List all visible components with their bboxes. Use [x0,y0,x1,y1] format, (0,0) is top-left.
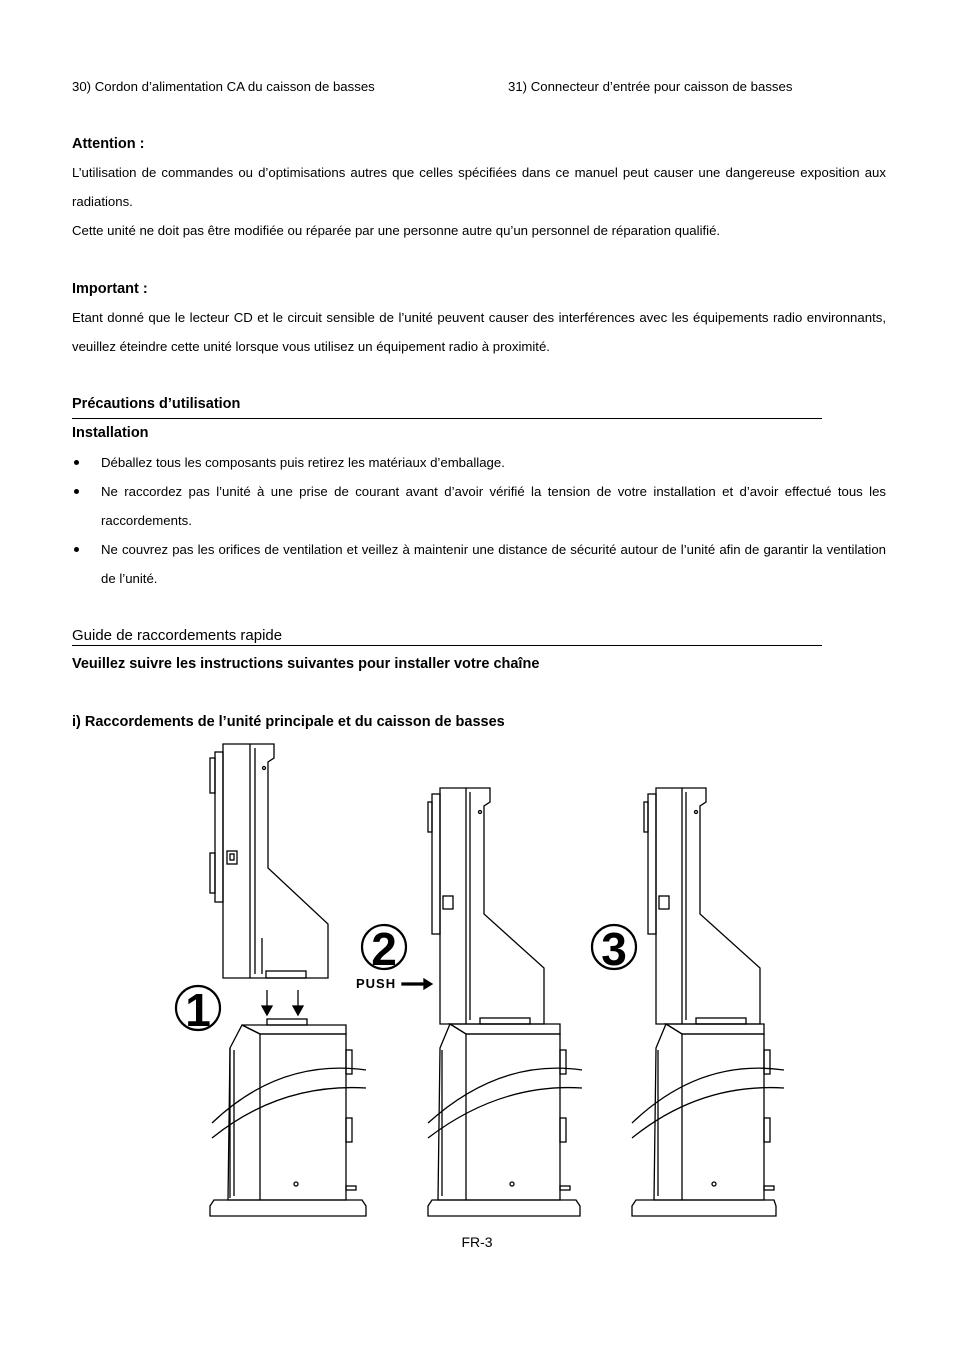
list-item-text: Déballez tous les composants puis retirez les matériaux d’emballage. [101,455,505,470]
installation-subheading: Installation [72,425,149,441]
step-heading: i) Raccordements de l’unité principale et du caisson de basses [72,714,505,730]
list-item [72,448,886,477]
step-2-label: 2 [371,923,397,975]
attention-paragraph-1: L’utilisation de commandes ou d’optimisations autres que celles spécifiées dans ce manuel peut causer une dangereuse exposition aux radiations. [72,165,886,209]
precautions-heading: Précautions d’utilisation [72,396,241,412]
guide-rule [72,645,822,646]
item-30-label: 30) Cordon d’alimentation CA du caisson de basses [72,79,375,94]
installation-list [72,448,886,593]
important-heading: Important : [72,281,148,297]
guide-instruction: Veuillez suivre les instructions suivantes pour installer votre chaîne [72,656,540,672]
attention-paragraph-2: Cette unité ne doit pas être modifiée ou réparée par une personne autre qu’un personnel de réparation qualifié. [72,223,721,238]
unit-3-drawing [592,788,784,1216]
list-item-text: Ne raccordez pas l’unité à une prise de courant avant d’avoir vérifié la tension de votre installation et d’avoir effectué tous les raccordements. [101,484,886,528]
list-item-text: Ne couvrez pas les orifices de ventilation et veillez à maintenir une distance de sécurité autour de l’unité afin de garantir la ventilation de l’unité. [101,542,886,586]
item-31-label: 31) Connecteur d’entrée pour caisson de basses [508,79,793,94]
unit-1-drawing [176,744,366,1216]
unit-2-drawing [356,788,582,1216]
step-3-label: 3 [601,923,627,975]
important-paragraph: Etant donné que le lecteur CD et le circuit sensible de l’unité peuvent causer des interférences avec les équipements radio environnants, veuillez éteindre cette unité lorsque vous utilisez un équipement radio à proximité. [72,310,886,354]
step-1-label: 1 [185,984,211,1036]
precautions-rule [72,418,822,419]
attention-heading: Attention : [72,136,145,152]
page-number: FR-3 [461,1234,493,1250]
bullet-icon [74,547,79,552]
push-label: PUSH [356,976,397,991]
assembly-illustration [170,738,790,1222]
bullet-icon [74,489,79,494]
list-item [72,477,886,535]
list-item [72,535,886,593]
bullet-icon [74,460,79,465]
guide-heading: Guide de raccordements rapide [72,627,283,644]
